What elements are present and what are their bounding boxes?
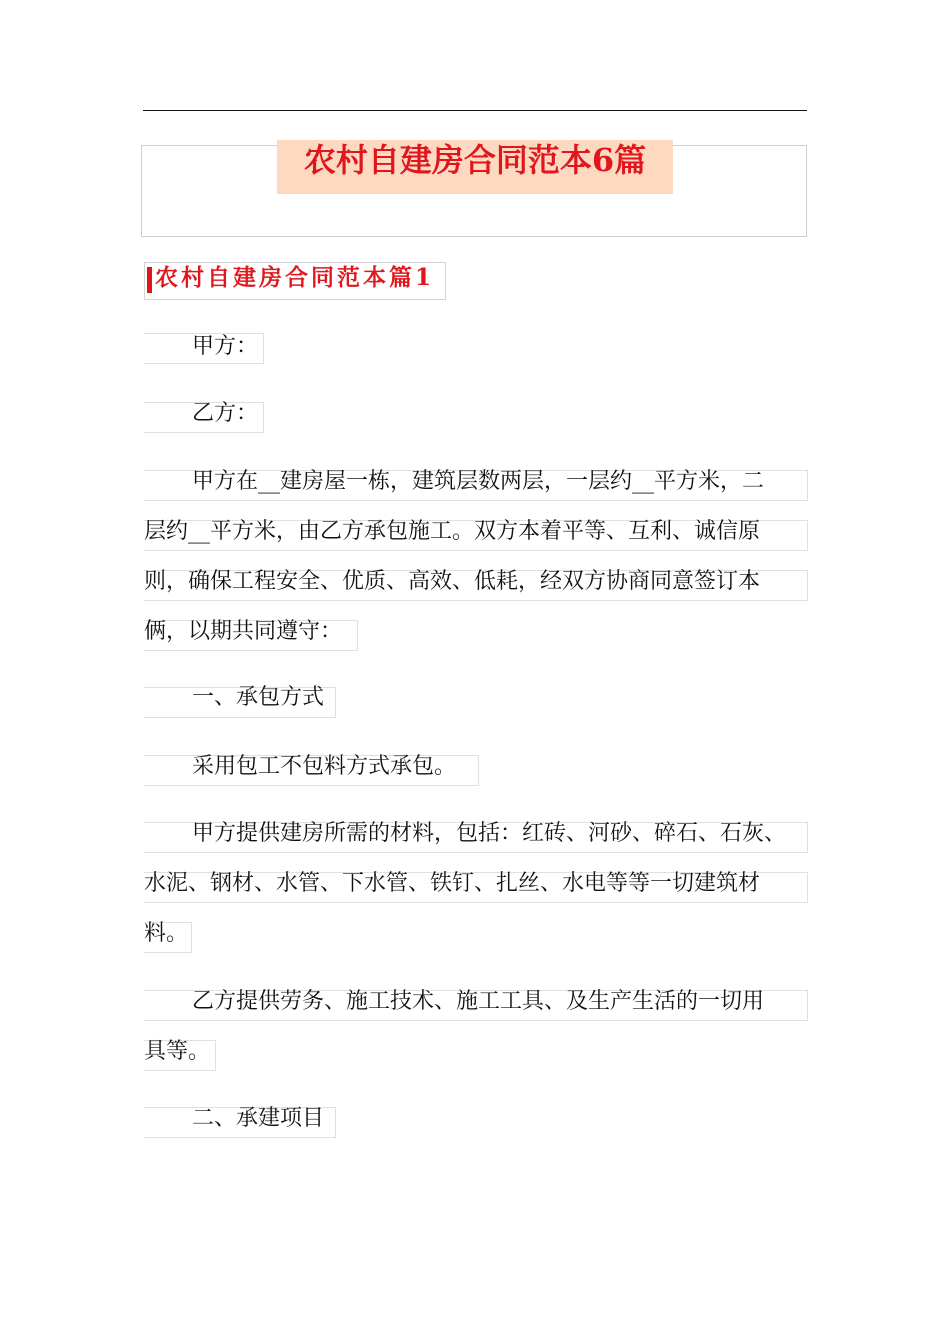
section-heading-label: 农村自建房合同范本篇1 bbox=[155, 264, 435, 291]
labor-line: 乙方提供劳务、施工技术、施工工具、及生产生活的一切用 bbox=[192, 989, 765, 1014]
intro-line: 甲方在__建房屋一栋，建筑层数两层，一层约__平方米，二 bbox=[192, 469, 765, 494]
section-heading bbox=[144, 262, 446, 300]
labor-paragraph bbox=[144, 977, 808, 1077]
heading-marker bbox=[147, 267, 152, 293]
materials-line: 水泥、钢材、水管、下水管、铁钉、扎丝、水电等等一切建筑材 bbox=[144, 871, 761, 896]
intro-line: 俩，以期共同遵守： bbox=[144, 619, 343, 644]
intro-line: 层约__平方米，由乙方承包施工。双方本着平等、互利、诚信原 bbox=[144, 519, 761, 544]
labor-line: 具等。 bbox=[144, 1039, 211, 1064]
document-title: 农村自建房合同范本6篇 bbox=[277, 140, 673, 194]
party-a-text: 甲方： bbox=[192, 334, 259, 359]
clause1-heading: 一、承包方式 bbox=[192, 685, 325, 710]
materials-paragraph bbox=[144, 809, 808, 959]
clause1-text: 采用包工不包料方式承包。 bbox=[192, 754, 457, 779]
intro-line: 则，确保工程安全、优质、高效、低耗，经双方协商同意签订本 bbox=[144, 569, 761, 594]
intro-paragraph bbox=[144, 457, 808, 657]
header-rule bbox=[143, 110, 807, 111]
clause2-heading: 二、承建项目 bbox=[192, 1106, 325, 1131]
party-b-text: 乙方： bbox=[192, 401, 259, 426]
materials-line: 甲方提供建房所需的材料，包括：红砖、河砂、碎石、石灰、 bbox=[192, 821, 787, 846]
materials-line: 料。 bbox=[144, 921, 189, 946]
